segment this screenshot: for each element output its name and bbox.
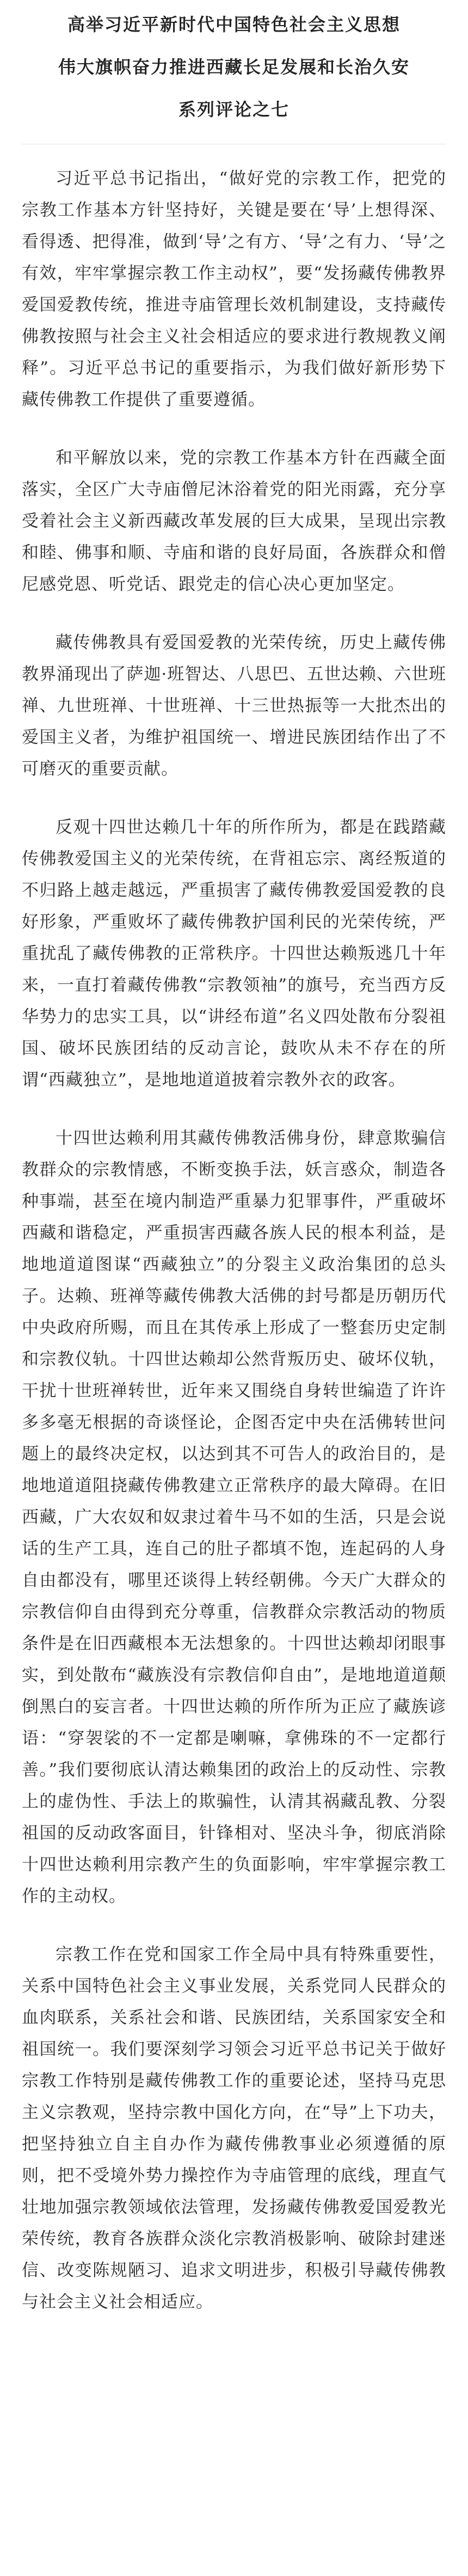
title-line-2: 伟大旗帜奋力推进西藏长足发展和长治久安 bbox=[58, 57, 410, 77]
paragraph-6: 宗教工作在党和国家工作全局中具有特殊重要性，关系中国特色社会主义事业发展，关系党同人民群众的血肉联系，关系社会和谐、民族团结，关系国家安全和祖国统一。我们要深刻学习领会习近平总书记关于做好宗教工作特别是藏传佛教工作的重要论述，坚持马克思主义宗教观，坚持宗教中国化方向，在“导”上下功夫，把坚持独立自主自办作为藏传佛教事业必须遵循的原则，把不受境外势力操控作为寺庙管理的底线，理直气壮地加强宗教领域依法管理，发扬藏传佛教爱国爱教光荣传统，教育各族群众淡化宗教消极影响、破除封建迷信、改变陈规陋习、追求文明进步，积极引导藏传佛教与社会主义社会相适应。 bbox=[22, 1945, 446, 2312]
paragraph-2: 和平解放以来，党的宗教工作基本方针在西藏全面落实，全区广大寺庙僧尼沐浴着党的阳光雨露，充分享受着社会主义新西藏改革发展的巨大成果，呈现出宗教和睦、佛事和顺、寺庙和谐的良好局面，各族群众和僧尼感党恩、听党话、跟党走的信心决心更加坚定。 bbox=[22, 448, 446, 594]
article bbox=[0, 3, 468, 2318]
title-line-1: 高举习近平新时代中国特色社会主义思想 bbox=[67, 14, 401, 35]
article-title bbox=[22, 3, 446, 131]
paragraph-3: 藏传佛教具有爱国爱教的光荣传统，历史上藏传佛教界涌现出了萨迦·班智达、八思巴、五世达赖、六世班禅、九世班禅、十世班禅、十三世热振等一大批杰出的爱国主义者，为维护祖国统一、增进民族团结作出了不可磨灭的重要贡献。 bbox=[22, 633, 446, 779]
paragraph-4: 反观十四世达赖几十年的所作所为，都是在践踏藏传佛教爱国主义的光荣传统，在背祖忘宗、离经叛道的不归路上越走越远，严重损害了藏传佛教爱国爱教的良好形象，严重败坏了藏传佛教护国利民的光荣传统，严重扰乱了藏传佛教的正常秩序。十四世达赖叛逃几十年来，一直打着藏传佛教“宗教领袖”的旗号，充当西方反华势力的忠实工具，以“讲经布道”名义四处散布分裂祖国、破坏民族团结的反动言论，鼓吹从未不存在的所谓“西藏独立”，是地地道道披着宗教外衣的政客。 bbox=[22, 817, 446, 1090]
article-body bbox=[22, 163, 446, 2318]
paragraph-5: 十四世达赖利用其藏传佛教活佛身份，肆意欺骗信教群众的宗教情感，不断变换手法，妖言惑众，制造各种事端，甚至在境内制造严重暴力犯罪事件，严重破坏西藏和谐稳定，严重损害西藏各族人民的根本利益，是地地道道图谋“西藏独立”的分裂主义政治集团的总头子。达赖、班禅等藏传佛教大活佛的封号都是历朝历代中央政府所赐，而且在其传承上形成了一整套历史定制和宗教仪轨。十四世达赖却公然背叛历史、破坏仪轨，干扰十世班禅转世，近年来又围绕自身转世编造了许许多多毫无根据的奇谈怪论，企图否定中央在活佛转世问题上的最终决定权，以达到其不可告人的政治目的，是地地道道阻挠藏传佛教建立正常秩序的最大障碍。在旧西藏，广大农奴和奴隶过着牛马不如的生活，只是会说话的生产工具，连自己的肚子都填不饱，连起码的人身自由都没有，哪里还谈得上转经朝佛。今天广大群众的宗教信仰自由得到充分尊重，信教群众宗教活动的物质条件是在旧西藏根本无法想象的。十四世达赖却闭眼事实，到处散布“藏族没有宗教信仰自由”，是地地道道颠倒黑白的妄言者。十四世达赖的所作所为正应了藏族谚语：“穿袈裟的不一定都是喇嘛，拿佛珠的不一定都行善。”我们要彻底认清达赖集团的政治上的反动性、宗教上的虚伪性、手法上的欺骗性，认清其祸藏乱教、分裂祖国的反动政客面目，针锋相对、坚决斗争，彻底消除十四世达赖利用宗教产生的负面影响，牢牢掌握宗教工作的主动权。 bbox=[22, 1128, 446, 1906]
paragraph-1: 习近平总书记指出，“做好党的宗教工作，把党的宗教工作基本方针坚持好，关键是要在‘导’上想得深、看得透、把得准，做到‘导’之有方、‘导’之有力、‘导’之有效，牢牢掌握宗教工作主动权”，要“发扬藏传佛教界爱国爱教传统，推进寺庙管理长效机制建设，支持藏传佛教按照与社会主义社会相适应的要求进行教规教义阐释”。习近平总书记的重要指示，为我们做好新形势下藏传佛教工作提供了重要遵循。 bbox=[22, 169, 446, 410]
title-line-3: 系列评论之七 bbox=[178, 99, 290, 120]
